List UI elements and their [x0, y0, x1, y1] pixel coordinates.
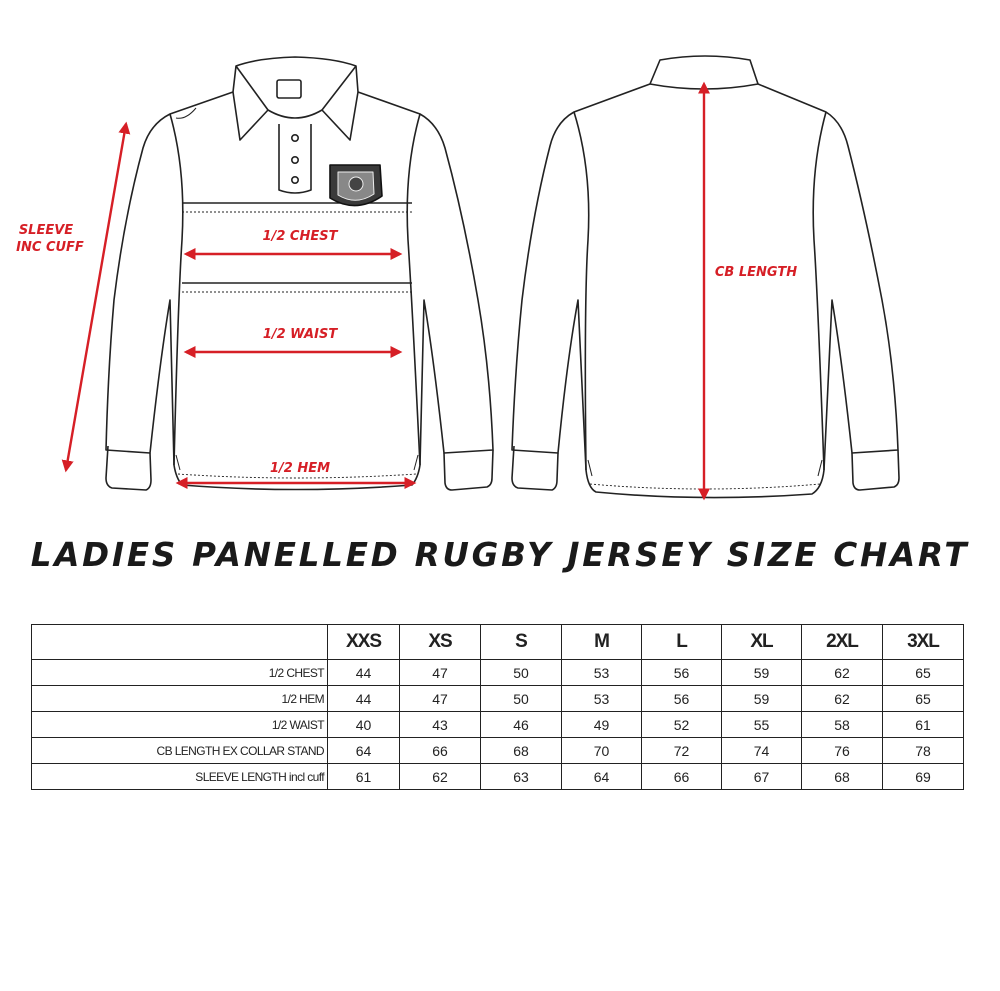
table-cell: 44: [328, 686, 400, 712]
table-cell: 55: [722, 712, 802, 738]
size-header: L: [642, 625, 722, 660]
size-header: XXS: [328, 625, 400, 660]
table-cell: 64: [562, 764, 642, 790]
table-cell: 56: [642, 686, 722, 712]
table-cell: 53: [562, 686, 642, 712]
size-header-row: [32, 625, 964, 660]
table-cell: 66: [642, 764, 722, 790]
table-cell: 61: [328, 764, 400, 790]
table-cell: 58: [802, 712, 883, 738]
table-cell: 53: [562, 660, 642, 686]
table-cell: 68: [481, 738, 562, 764]
table-row: [32, 738, 964, 764]
table-cell: 66: [400, 738, 481, 764]
jersey-front-view: [106, 57, 493, 490]
header-corner: [32, 625, 328, 660]
table-cell: 44: [328, 660, 400, 686]
size-chart-table: [31, 624, 964, 790]
row-label: 1/2 CHEST: [32, 660, 328, 686]
table-cell: 65: [883, 686, 964, 712]
row-label: SLEEVE LENGTH incl cuff: [32, 764, 328, 790]
table-cell: 59: [722, 660, 802, 686]
table-cell: 69: [883, 764, 964, 790]
size-header: S: [481, 625, 562, 660]
size-header: XL: [722, 625, 802, 660]
table-cell: 52: [642, 712, 722, 738]
table-cell: 65: [883, 660, 964, 686]
table-cell: 50: [481, 660, 562, 686]
table-cell: 67: [722, 764, 802, 790]
table-cell: 47: [400, 660, 481, 686]
chest-label: 1/2 CHEST: [262, 229, 338, 244]
table-row: [32, 686, 964, 712]
size-header: XS: [400, 625, 481, 660]
waist-label: 1/2 WAIST: [262, 327, 338, 342]
table-cell: 74: [722, 738, 802, 764]
row-label: 1/2 WAIST: [32, 712, 328, 738]
table-cell: 59: [722, 686, 802, 712]
table-cell: 47: [400, 686, 481, 712]
table-row: [32, 660, 964, 686]
table-row: [32, 764, 964, 790]
size-header: M: [562, 625, 642, 660]
chart-title: LADIES PANELLED RUGBY JERSEY SIZE CHART: [30, 536, 970, 574]
sleeve-label-cuff: INC CUFF: [16, 240, 84, 255]
table-cell: 62: [400, 764, 481, 790]
cb-length-label: CB LENGTH: [714, 265, 798, 280]
row-label: 1/2 HEM: [32, 686, 328, 712]
table-cell: 50: [481, 686, 562, 712]
size-header: 3XL: [883, 625, 964, 660]
jersey-back-view: [512, 56, 899, 498]
table-cell: 63: [481, 764, 562, 790]
size-header: 2XL: [802, 625, 883, 660]
table-cell: 68: [802, 764, 883, 790]
table-cell: 62: [802, 660, 883, 686]
sleeve-label: SLEEVE: [18, 223, 74, 238]
table-cell: 40: [328, 712, 400, 738]
table-cell: 61: [883, 712, 964, 738]
sleeve-arrow: [66, 124, 126, 470]
table-cell: 78: [883, 738, 964, 764]
table-cell: 49: [562, 712, 642, 738]
table-cell: 43: [400, 712, 481, 738]
table-cell: 56: [642, 660, 722, 686]
table-row: [32, 712, 964, 738]
measurement-arrows: [66, 84, 704, 498]
row-label: CB LENGTH EX COLLAR STAND: [32, 738, 328, 764]
table-cell: 70: [562, 738, 642, 764]
table-cell: 62: [802, 686, 883, 712]
table-cell: 46: [481, 712, 562, 738]
table-cell: 72: [642, 738, 722, 764]
table-cell: 64: [328, 738, 400, 764]
table-cell: 76: [802, 738, 883, 764]
hem-label: 1/2 HEM: [269, 461, 331, 476]
